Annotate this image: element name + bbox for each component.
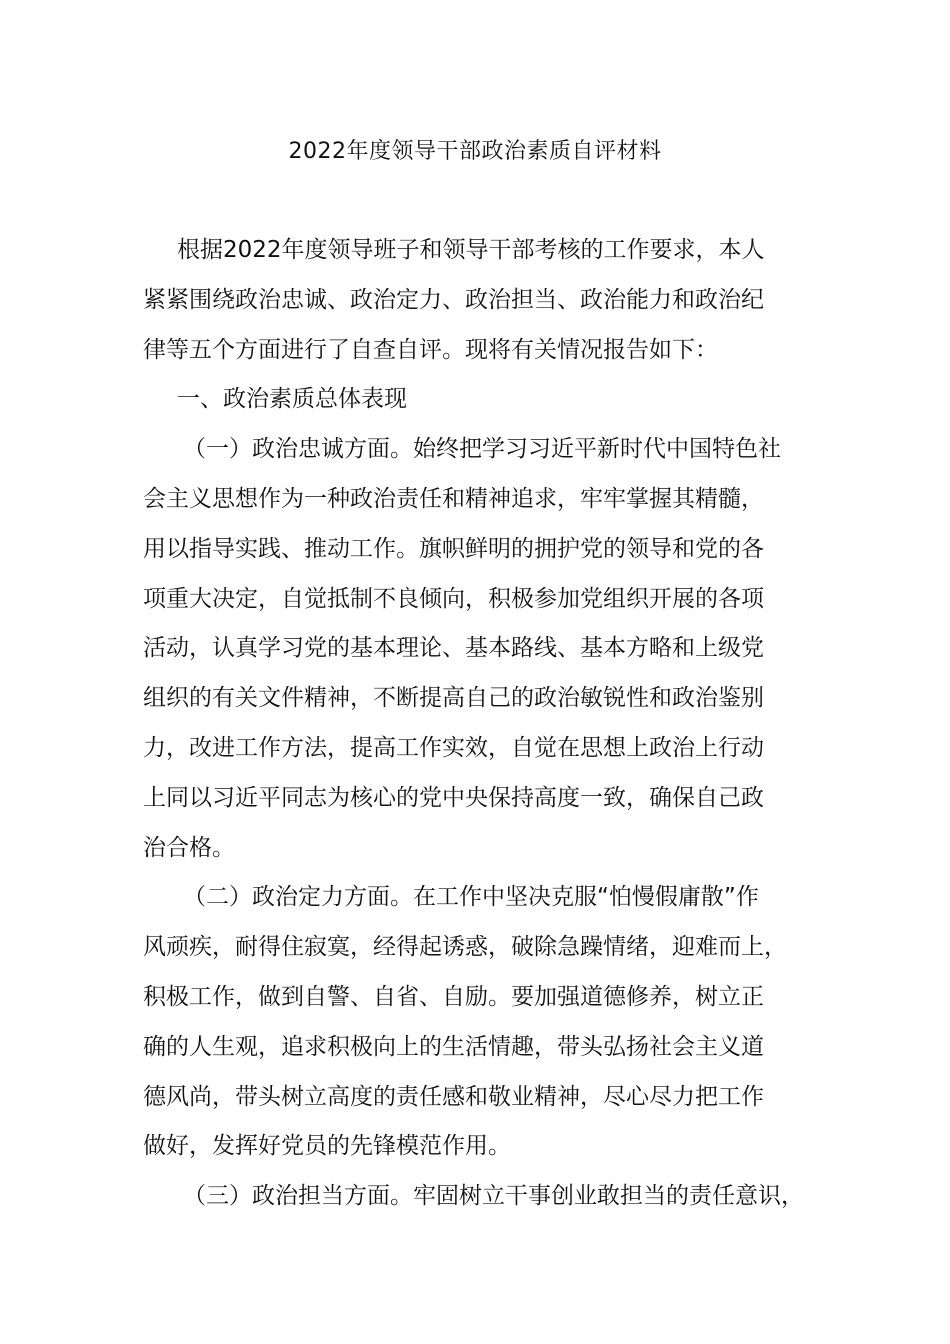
paragraph-line: （三）政治担当方面。牢固树立干事创业敢担当的责任意识， <box>183 1183 804 1210</box>
section-heading: 一、政治素质总体表现 <box>177 386 407 413</box>
paragraph-line: 力，改进工作方法，提高工作实效，自觉在思想上政治上行动 <box>143 734 764 761</box>
paragraph-line: 上同以习近平同志为核心的党中央保持高度一致，确保自己政 <box>143 784 764 811</box>
paragraph-line: 会主义思想作为一种政治责任和精神追求，牢牢掌握其精髓， <box>143 485 764 512</box>
paragraph-line: 律等五个方面进行了自查自评。现将有关情况报告如下： <box>143 336 718 363</box>
paragraph-line: 风顽疾，耐得住寂寞，经得起诱惑，破除急躁情绪，迎难而上， <box>143 934 787 961</box>
paragraph-line: 根据2022年度领导班子和领导干部考核的工作要求，本人 <box>177 237 765 263</box>
paragraph-line: 确的人生观，追求积极向上的生活情趣，带头弘扬社会主义道 <box>143 1033 764 1060</box>
document-title: 2022年度领导干部政治素质自评材料 <box>288 139 662 164</box>
paragraph-line: 治合格。 <box>143 834 235 861</box>
paragraph-line: 项重大决定，自觉抵制不良倾向，积极参加党组织开展的各项 <box>143 585 764 612</box>
paragraph-line: 用以指导实践、推动工作。旗帜鲜明的拥护党的领导和党的各 <box>143 535 764 562</box>
paragraph-line: 积极工作，做到自警、自省、自励。要加强道德修养，树立正 <box>143 983 764 1010</box>
paragraph-line: 活动，认真学习党的基本理论、基本路线、基本方略和上级党 <box>143 635 764 662</box>
paragraph-line: 紧紧围绕政治忠诚、政治定力、政治担当、政治能力和政治纪 <box>143 286 764 313</box>
document-body <box>143 226 823 1222</box>
paragraph-line: （二）政治定力方面。在工作中坚决克服“怕慢假庸散”作 <box>183 884 759 911</box>
paragraph-line: （一）政治忠诚方面。始终把学习习近平新时代中国特色社 <box>183 436 781 463</box>
paragraph-line: 德风尚，带头树立高度的责任感和敬业精神，尽心尽力把工作 <box>143 1083 764 1110</box>
paragraph-line: 做好，发挥好党员的先锋模范作用。 <box>143 1133 511 1160</box>
paragraph-line: 组织的有关文件精神，不断提高自己的政治敏锐性和政治鉴别 <box>143 685 764 712</box>
